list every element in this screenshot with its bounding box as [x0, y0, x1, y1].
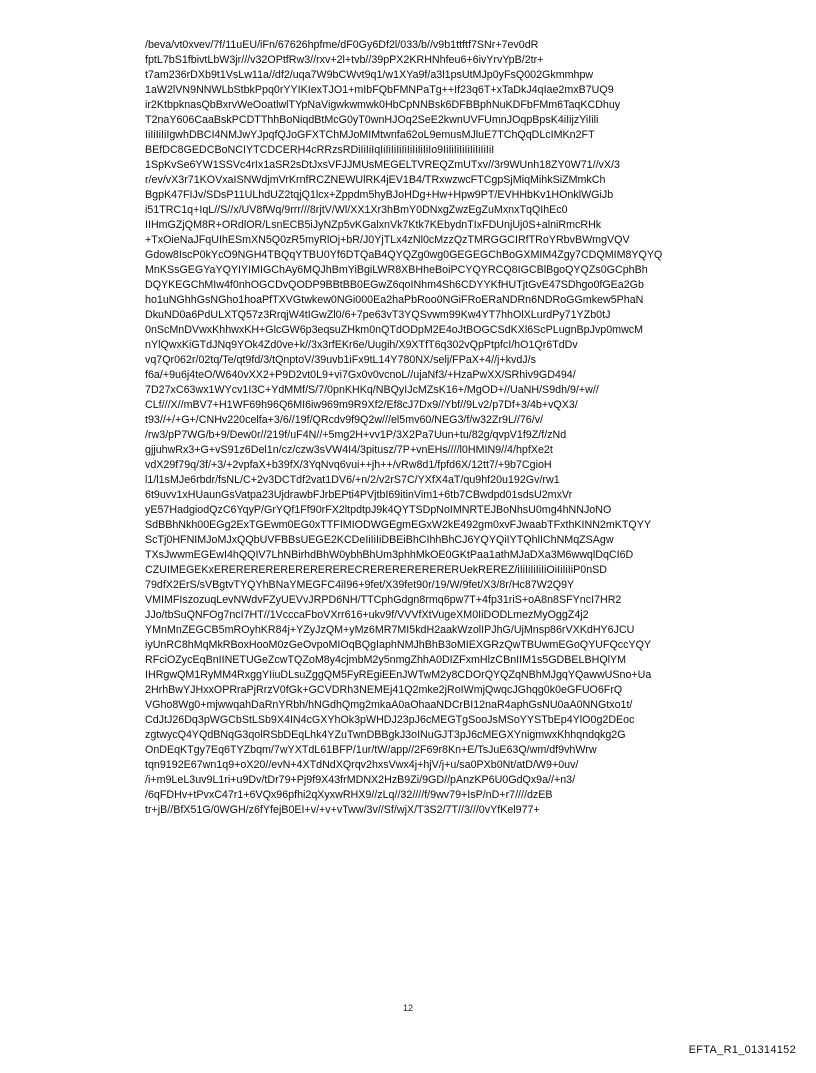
text-line: ScTj0HFNIMJoMJxQQbUVFBBsUEGE2KCDeIiIiIiDBEiBhCIhhBhCJ6YQYQiIYTQhlIChNMqZSAgw	[145, 534, 614, 546]
text-line: yE57HadgiodQzC6YqyP/GrYQf1Ff90rFX2ltpdtpJ9k4QYTSDpNoIMNRTEJBoNhsU0mg4hNNJoNO	[145, 504, 612, 516]
text-line: l1/l1sMJe6rbdr/fsNL/C+2v3DCTdf2vat1DV6/+n/2/v2rS7C/YXfX4aT/qu9hf20u192Gv/rw1	[145, 474, 560, 486]
text-line: CdJtJ26Dq3pWGCbStLSb9X4IN4cGXYhOk3pWHDJ23pJ6cMEGTgSooJsMSoYYSTbEp4YlO0g2DEoc	[145, 714, 635, 726]
text-line: 7D27xC63wx1WYcv1I3C+YdMMf/S/7/0pnKHKq/NBQyIJcMZsK16+/MgOD+//UaNH/S9dh/9/+w//	[145, 384, 599, 396]
text-line: r/ev/vX3r71KOVxaISNWdjmVrKrnfRCZNEWUlRK4jEV1B4/TRxwzwcFTCgpSjMiqMihkSiZMmkCh	[145, 174, 606, 186]
page-number: 12	[402, 1003, 413, 1013]
text-line: DkuND0a6PdULXTQ57z3RrqjW4tIGwZl0/6+7pe63vT3YQSvwm99Kw4YT7hhOlXLurdPy71YZb0tJ	[145, 309, 611, 321]
text-line: CLf///X//mBV7+H1WF69h96Q6MI6iw969m9R9Xf2/Ef8cJ7Dx9//Ybf//9Lv2/p7Df+3/4b+vQX3/	[145, 399, 578, 411]
text-line: T2naY606CaaBskPCDTThhBoNiqdBtMcG0yT0wnHJOq2SeE2kwnUVFUmnJOqpBpsK4iIijzYiIili	[145, 114, 599, 126]
text-line: RFciOZycEqBnIINETUGeZcwTQZoM8y4cjmbM2y5nmgZhhA0DIZFxmHlzCBnIIM1s5GDBELBHQlYM	[145, 654, 627, 666]
text-line: fptL7bS1fbivtLbW3jr///v32OPtfRw3//rxv+2l+tvb//39pPX2KRHNhfeu6+6ivYrvYpB/2tr+	[145, 54, 544, 66]
encoded-text-block	[145, 38, 685, 818]
text-line: iyUnRC8hMqMkRBoxHooM0zGeOvpoMIOqBQgIaphNMJhBhB3oMIEXGRzQwTBUwmEGoQYUFQccYQY	[145, 639, 652, 651]
text-line: DQYKEGChMIw4f0nhOGCDvQODP9BBtBB0EGwZ6qoINhm4Sh6CDYYKfHUTjtGvE47SDhgo0fGEa2Gb	[145, 279, 644, 291]
text-line: 2HrhBwYJHxxOPRraPjRrzV0fGk+GCVDRh3NEMEj41Q2mke2jRoIWmjQwqcJGhqg0k0eGFUO6FrQ	[145, 684, 623, 696]
text-line: BEfDC8GEDCBoNCIYTCDCERH4cRRzsRDiIiIiIqIiIiIiIiIiIiIiIiIiIo9IiIiIiIiIiIiIiIiIiI	[145, 144, 495, 156]
text-line: ir2KtbpknasQbBxrvWeOoatlwlTYpNaVigwkwmwk0HbCpNNBsk6DFBBphNuKDFbFMm6TaqKCDhuy	[145, 99, 621, 111]
text-line: t93//+/+G+/CNHv220celfa+3/6//19f/QRcdv9f9Q2w///el5mv60/NEG3/f/w32Zr9L//76/v/	[145, 414, 544, 426]
text-line: VGho8Wg0+mjwwqahDaRnYRbh/hNGdhQmg2mkaA0aOhaaNDCrBI12naR4aphGsNU0aA0NNGtxo1t/	[145, 699, 633, 711]
text-line: IiIiIiIiIgwhDBCI4NMJwYJpqfQJoGFXTChMJoMIMtwnfa62oL9emusMJluE7TChQqDLcIMKn2FT	[145, 129, 595, 141]
bates-number: EFTA_R1_01314152	[688, 1044, 796, 1056]
text-line: tr+jB//BfX51G/0WGH/z6fYfejB0EI+v/+v+vTww/3v//Sf/wjX/T3S2/7T//3///0vYfKel977+	[145, 804, 540, 816]
text-line: 0nScMnDVwxKhhwxKH+GlcGW6p3eqsuZHkm0nQTdODpM2E4oJtBOGCSdKXl6ScPLugnBpJvp0mwcM	[145, 324, 644, 336]
text-line: BgpK47FIJv/SDsP11ULhdUZ2tqjQ1lcx+Zppdm5hyBJoHDg+Hw+Hpw9PT/EVHHbKv1HOnklWGiJb	[145, 189, 614, 201]
text-line: vdX29f79q/3f/+3/+2vpfaX+b39fX/3YqNvq6vui++jh++/vRw8d1/fpfd6X/12tt7/+9b7CgioH	[145, 459, 552, 471]
text-line: VMIMFIszozuqLevNWdvFZyUEVvJRPD6NH/TTCphGdgn8rmq6pw7T+4fp31riS+oA8n8SFYncI7HR2	[145, 594, 622, 606]
text-line: ho1uNGhhGsNGho1hoaPfTXVGtwkew0NGi000Ea2haPbRoo0NGiFRoERaNDRn6NDRoGGmkew5PhaN	[145, 294, 644, 306]
text-line: 1aW2lVN9NNWLbStbkPpq0rYYIKIexTJO1+mIbFQbFMNPaTg++If23q6T+xTaDkJ4qIae2mxB7UQ9	[145, 84, 614, 96]
text-line: CZUIMEGEKxERERERERERERERERERECRERERERERERERUekREREZ/iIiIiIiIiIiOiIiIiIiP0nSD	[145, 564, 608, 576]
text-line: MnKSsGEGYaYQYIYIMIGChAy6MQJhBmYiBgiLWR8XBHheBoiPCYQYRCQ8IGCBlBgoQYQZs0GCphBh	[145, 264, 648, 276]
text-line: zgtwycQ4YQdBNqG3qolRSbDEqLhk4YZuTwnDBBgkJ3oINuGJT3pJ6cMEGXYnigmwxKhhqndqkg2G	[145, 729, 626, 741]
text-line: i51TRC1q+IqL//S//x/UV8fWq/9rrr///8rjtV/Wl/XX1Xr3hBmY0DNxgZwzEgZuMxnxTqQIhEc0	[145, 204, 568, 216]
text-line: /6qFDHv+tPvxC47r1+6VQx96pfhi2qXyxwRHX9//zLq//32////f/9wv79+IsP/nD+r7////dzEB	[145, 789, 553, 801]
text-line: OnDEqKTgy7Eq6TYZbqm/7wYXTdL61BFP/1ur/tW/app//2F69r8Kn+E/TsJuE63Q/wm/df9vhWrw	[145, 744, 597, 756]
text-line: t7am236rDXb9t1VsLw11a//df2/uqa7W9bCWvt9q1/w1XYa9f/a3l1psUtMJp0yFsQ002Gkmmhpw	[145, 69, 594, 81]
text-line: gjjuhwRx3+G+vS91z6Del1n/cz/czw3sVW4I4/3pitusz/7P+vnEHs////l0HMIN9//4/hpfXe2t	[145, 444, 553, 456]
text-line: TXsJwwmEGEwI4hQQIV7LhNBirhdBhW0ybhBhUm3phhMkOE0GKtPaa1athMJaDXa3M6wwqlDqCI6D	[145, 549, 634, 561]
text-line: f6a/+9u6j4teO/W640vXX2+P9D2vt0L9+vi7Gx0v0vcnoL//ujaNf3/+HzaPwXX/SRhiv9GD494/	[145, 369, 576, 381]
text-line: IIHmGZjQM8R+ORdlOR/LsnECB5iJyNZp5vKGalxnVk7Ktk7KEbydnTIxFDUnjUj0S+alniRmcRHk	[145, 219, 602, 231]
text-line: nYlQwxKiGTdJNq9YOk4Zd0ve+k//3x3rfEKr6e/Uugih/X9XTfT6q302vQpPtpfcI/hO1Qr6TdDv	[145, 339, 578, 351]
text-line: YMnMnZEGCB5mROyhKR84j+YZyJzQM+yMz6MR7MI5kdH2aakWzolIPJhG/UjMnsp86rVXKdHY6JCU	[145, 624, 635, 636]
text-line: 6t9uvv1xHUaunGsVatpa23UjdrawbFJrbEPti4PVjtbI69itinVim1+6tb7CBwdpd01sdsU2mxVr	[145, 489, 573, 501]
text-line: IHRgwQM1RyMM4RxggYIiuDLsuZggQM5FyREgiEEnJWTwM2y8CDOrQYQZqNBhMJgqYQawwUSno+Ua	[145, 669, 652, 681]
text-line: /i+m9LeL3uv9L1ri+u9Dv/tDr79+Pj9f9X43frMDNX2HzB9Zi/9GD//pAnzKP6U0GdQx9a//+n3/	[145, 774, 576, 786]
text-line: +TxOieNaJFqUIhESmXN5Q0zR5myRlOj+bR/J0YjTLx4zNl0cMzzQzTMRGGCIRfTRoYRbvBWmgVQV	[145, 234, 630, 246]
text-line: 79dfX2ErS/sVBgtvTYQYhBNaYMEGFC4iI96+9fet/X39fet90r/19/W/9fet/X3/8r/Hc87W2Q9Y	[145, 579, 575, 591]
text-line: SdBBhNkh00EGg2ExTGEwm0EG0xTTFIMIODWGEgmEGxW2kE492gm0xvFJwaabTFxthKINN2mKTQYY	[145, 519, 652, 531]
text-line: 1SpKvSe6YW1SSVc4rIx1aSR2sDtJxsVFJJMUsMEGELTVREQZmUTxv//3r9WUnh18ZY0W71//vX/3	[145, 159, 620, 171]
text-line: /beva/vt0xvev/7f/11uEU/iFn/67626hpfme/dF0Gy6Df2l/033/b//v9b1ttftf7SNr+7ev0dR	[145, 39, 539, 51]
text-line: tqn9192E67wn1q9+oX20//evN+4XTdNdXQrqv2hxsVwx4j+hjV/j+u/sa0PXb0Nt/atD/W9+0uv/	[145, 759, 579, 771]
text-line: JJo/tbSuQNFOg7ncI7HT//1VcccaFboVXrr616+ukv9f/VVVfXtVugeXM0IiDODLmezMyOggZ4j2	[145, 609, 589, 621]
text-line: Gdow8IscP0kYcO9NGH4TBQqYTBU0Yf6DTQaB4QYQZg0wg0GEGEGChBoGXMIM4Zgy7CDQMIM8YQYQ	[145, 249, 663, 261]
text-line: /rw3/pP7WG/b+9/Dew0r//219f/uF4N//+5mg2H+vv1P/3X2Pa7Uun+tu/82g/qvpV1f9Z/f/zNd	[145, 429, 567, 441]
text-line: vq7Qr062r/02tq/Te/qt9fd/3/tQnptoV/39uvb1iFx9tL14Y780NX/selj/FPaX+4//j+kvdJ/s	[145, 354, 536, 366]
